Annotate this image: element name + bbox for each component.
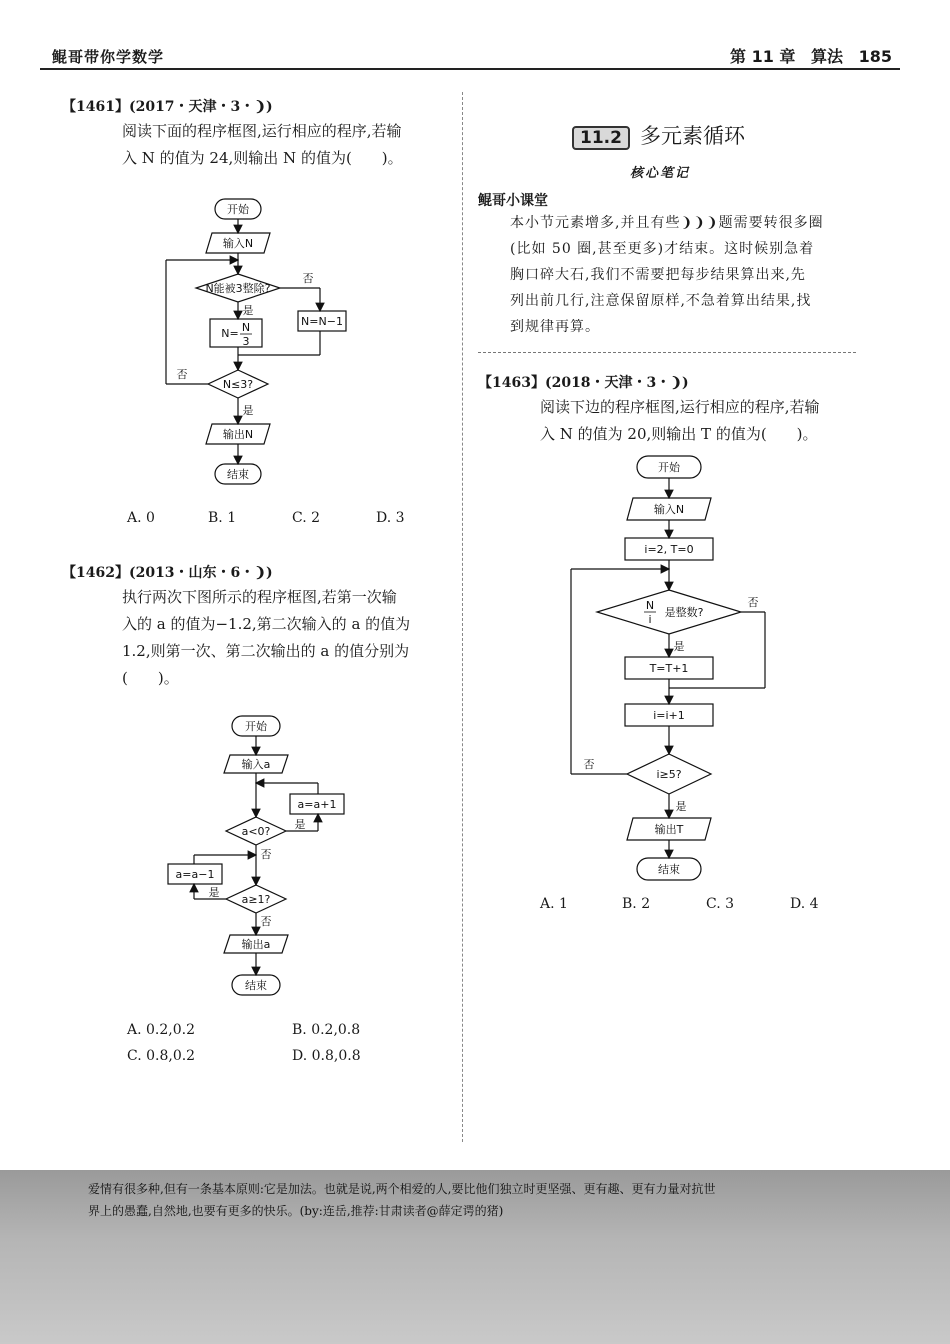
flowchart-1462 — [160, 710, 360, 1005]
svg-text:N: N — [241, 321, 251, 334]
svg-text:是: 是 — [294, 818, 306, 831]
svg-text:否: 否 — [583, 758, 595, 771]
section-heading — [572, 120, 745, 150]
svg-text:N≤3?: N≤3? — [222, 378, 254, 391]
option-d: D. 3 — [376, 510, 405, 526]
svg-text:i≥5?: i≥5? — [656, 768, 682, 781]
chapter-name: 算法 — [811, 47, 844, 66]
svg-text:否: 否 — [747, 596, 759, 609]
svg-text:a≥1?: a≥1? — [241, 893, 271, 906]
svg-text:输入a: 输入a — [241, 758, 271, 771]
svg-text:是: 是 — [242, 404, 254, 417]
chapter-number: 第 11 章 — [730, 47, 796, 66]
section-title: 多元素循环 — [639, 124, 745, 148]
mini-class-text: 本小节元素增多,并且有些❩❩❩题需要转很多圈 (比如 50 圈,甚至更多)才结束。这时候别急着 胸口碎大石,我们不需要把每步结果算出来,先 列出前几行,注意保留原样,不急着算出结果,找 到规律再算。 — [510, 215, 824, 335]
mini-class-heading: 鲲哥小课堂 — [478, 193, 548, 209]
svg-text:输出a: 输出a — [241, 938, 271, 951]
option-b: B. 0.2,0.8 — [292, 1022, 361, 1038]
option-b: B. 1 — [208, 510, 237, 526]
option-a: A. 0 — [127, 510, 155, 526]
svg-text:N能被3整除?: N能被3整除? — [205, 282, 271, 295]
question-1462-head: 【1462】(2013・山东・6・❩) — [62, 565, 273, 581]
chili-difficulty-icon: ❩❩❩ — [680, 215, 719, 231]
svg-text:开始: 开始 — [658, 461, 680, 474]
page-number: 185 — [858, 47, 892, 66]
svg-text:是: 是 — [242, 304, 254, 317]
svg-text:输出N: 输出N — [222, 428, 254, 441]
svg-text:输入N: 输入N — [653, 503, 685, 516]
svg-text:i=2, T=0: i=2, T=0 — [644, 543, 694, 556]
question-1461-head: 【1461】(2017・天津・3・❩) — [62, 99, 273, 115]
svg-text:a<0?: a<0? — [241, 825, 271, 838]
option-c: C. 3 — [706, 896, 735, 912]
svg-text:a=a−1: a=a−1 — [175, 868, 215, 881]
question-1462-text: 执行两次下图所示的程序框图,若第一次输 入的 a 的值为−1.2,第二次输入的 a 的值为 1.2,则第一次、第二次输出的 a 的值分别为 ( )。 — [122, 588, 411, 687]
core-notes-label: 核心笔记 — [630, 166, 691, 181]
footer-quote: 爱情有很多种,但有一条基本原则:它是加法。也就是说,两个相爱的人,要比他们独立时更坚强、更有趣、更有力量对抗世 界上的愚蠢,自然地,也要有更多的快乐。(by:连岳,推荐:甘肃读者@薛定谔的猪) — [88, 1182, 716, 1218]
svg-text:结束: 结束 — [227, 468, 249, 481]
svg-text:3: 3 — [242, 335, 250, 348]
svg-text:N=N−1: N=N−1 — [301, 315, 343, 328]
option-d: D. 0.8,0.8 — [292, 1048, 361, 1064]
chili-difficulty-icon: ❩ — [254, 99, 267, 115]
flowchart-1461 — [160, 192, 360, 492]
svg-text:输出T: 输出T — [654, 823, 684, 836]
flowchart-1463 — [565, 450, 775, 888]
book-title: 鲲哥带你学数学 — [52, 48, 165, 66]
svg-text:否: 否 — [260, 915, 272, 928]
option-a: A. 1 — [540, 896, 568, 912]
svg-text:开始: 开始 — [245, 720, 267, 733]
section-separator — [478, 352, 856, 353]
svg-text:N=: N= — [221, 327, 239, 340]
option-c: C. 0.8,0.2 — [127, 1048, 196, 1064]
svg-text:是: 是 — [675, 800, 687, 813]
chili-difficulty-icon: ❩ — [670, 375, 683, 391]
svg-text:是整数?: 是整数? — [664, 606, 704, 619]
svg-text:是: 是 — [673, 640, 685, 653]
svg-text:否: 否 — [260, 848, 272, 861]
svg-text:i=i+1: i=i+1 — [653, 709, 685, 722]
svg-text:输入N: 输入N — [222, 237, 254, 250]
svg-text:结束: 结束 — [658, 863, 680, 876]
chili-difficulty-icon: ❩ — [254, 565, 267, 581]
svg-text:i: i — [648, 613, 652, 626]
question-1463-head: 【1463】(2018・天津・3・❩) — [478, 375, 689, 391]
question-1461-text: 阅读下面的程序框图,运行相应的程序,若输 入 N 的值为 24,则输出 N 的值为( )。 — [122, 122, 403, 167]
svg-text:开始: 开始 — [227, 203, 249, 216]
svg-text:是: 是 — [208, 886, 220, 899]
svg-text:否: 否 — [176, 368, 188, 381]
svg-text:T=T+1: T=T+1 — [649, 662, 689, 675]
section-number: 11.2 — [572, 126, 630, 150]
header-rule — [40, 68, 900, 70]
column-divider — [462, 92, 463, 1142]
svg-text:N: N — [645, 599, 655, 612]
svg-text:a=a+1: a=a+1 — [297, 798, 337, 811]
chapter-header — [720, 44, 892, 67]
option-d: D. 4 — [790, 896, 819, 912]
question-1463-text: 阅读下边的程序框图,运行相应的程序,若输 入 N 的值为 20,则输出 T 的值为( )。 — [540, 398, 820, 443]
svg-text:否: 否 — [302, 272, 314, 285]
option-c: C. 2 — [292, 510, 321, 526]
svg-text:结束: 结束 — [245, 979, 267, 992]
option-b: B. 2 — [622, 896, 651, 912]
option-a: A. 0.2,0.2 — [127, 1022, 195, 1038]
